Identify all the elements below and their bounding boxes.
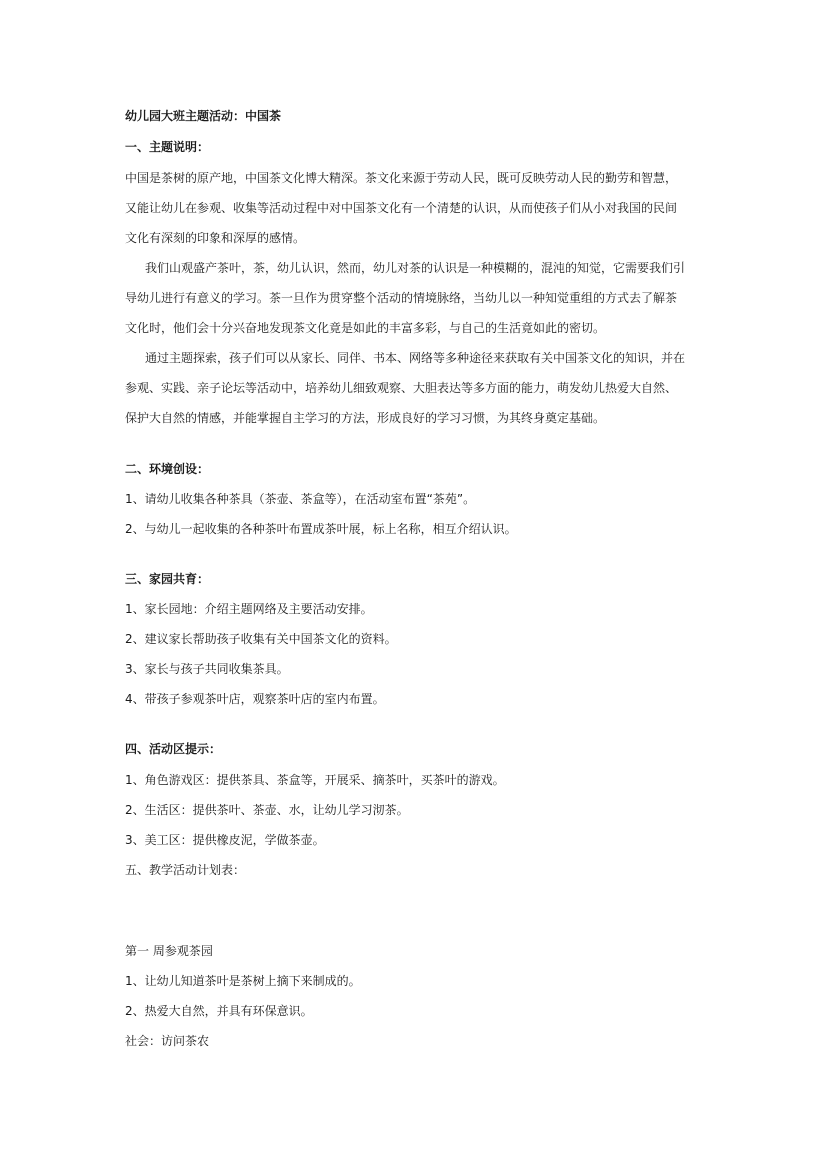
list-item: 1、请幼儿收集各种茶具（茶壶、茶盒等），在活动室布置“茶苑”。 <box>125 492 476 506</box>
paragraph-line: 中国是茶树的原产地，中国茶文化博大精深。茶文化来源于劳动人民，既可反映劳动人民的勤劳和智慧， <box>125 171 678 185</box>
list-item: 2、热爱大自然，并具有环保意识。 <box>125 1004 313 1018</box>
section-heading-home-school: 三、家园共育： <box>125 572 210 586</box>
week-heading: 第一 周参观茶园 <box>125 944 213 958</box>
paragraph-line: 保护大自然的情感，并能掌握自主学习的方法，形成良好的学习习惯，为其终身奠定基础。 <box>125 411 606 425</box>
document-title: 幼儿园大班主题活动：中国茶 <box>125 109 282 123</box>
paragraph-line: 我们山观盛产茶叶，茶，幼儿认识，然而，幼儿对茶的认识是一种模糊的，混沌的知觉，它需要我们引 <box>145 261 686 275</box>
section-heading-activity-areas: 四、活动区提示： <box>125 742 222 756</box>
paragraph-line: 文化有深刻的印象和深厚的感情。 <box>125 231 306 245</box>
list-item: 3、家长与孩子共同收集茶具。 <box>125 662 289 676</box>
section-heading-theme: 一、主题说明： <box>125 140 210 154</box>
list-item: 1、让幼儿知道茶叶是茶树上摘下来制成的。 <box>125 974 361 988</box>
list-item: 2、建议家长帮助孩子收集有关中国茶文化的资料。 <box>125 632 397 646</box>
list-item: 1、角色游戏区：提供茶具、茶盒等，开展采、摘茶叶，买茶叶的游戏。 <box>125 773 505 787</box>
section-heading-environment: 二、环境创设： <box>125 462 210 476</box>
paragraph-line: 导幼儿进行有意义的学习。茶一旦作为贯穿整个活动的情境脉络，当幼儿以一种知觉重组的方式去了解茶 <box>125 291 678 305</box>
list-item: 3、美工区：提供橡皮泥，学做茶壶。 <box>125 833 325 847</box>
section-heading-teaching-plan: 五、教学活动计划表： <box>125 863 246 877</box>
list-item: 2、生活区：提供茶叶、茶壶、水，让幼儿学习沏茶。 <box>125 803 409 817</box>
list-item: 2、与幼儿一起收集的各种茶叶布置成茶叶展，标上名称，相互介绍认识。 <box>125 522 517 536</box>
paragraph-line: 通过主题探索，孩子们可以从家长、同伴、书本、网络等多种途径来获取有关中国茶文化的知识，并在 <box>145 351 686 365</box>
list-item: 1、家长园地：介绍主题网络及主要活动安排。 <box>125 602 373 616</box>
list-item: 4、带孩子参观茶叶店，观察茶叶店的室内布置。 <box>125 692 385 706</box>
paragraph-line: 参观、实践、亲子论坛等活动中，培养幼儿细致观察、大胆表达等多方面的能力，萌发幼儿热爱大自然、 <box>125 381 678 395</box>
paragraph-line: 文化时，他们会十分兴奋地发现茶文化竟是如此的丰富多彩，与自己的生活竟如此的密切。 <box>125 321 606 335</box>
subject-line: 社会：访问茶农 <box>125 1034 210 1048</box>
paragraph-line: 又能让幼儿在参观、收集等活动过程中对中国茶文化有一个清楚的认识，从而使孩子们从小对我国的民间 <box>125 201 678 215</box>
